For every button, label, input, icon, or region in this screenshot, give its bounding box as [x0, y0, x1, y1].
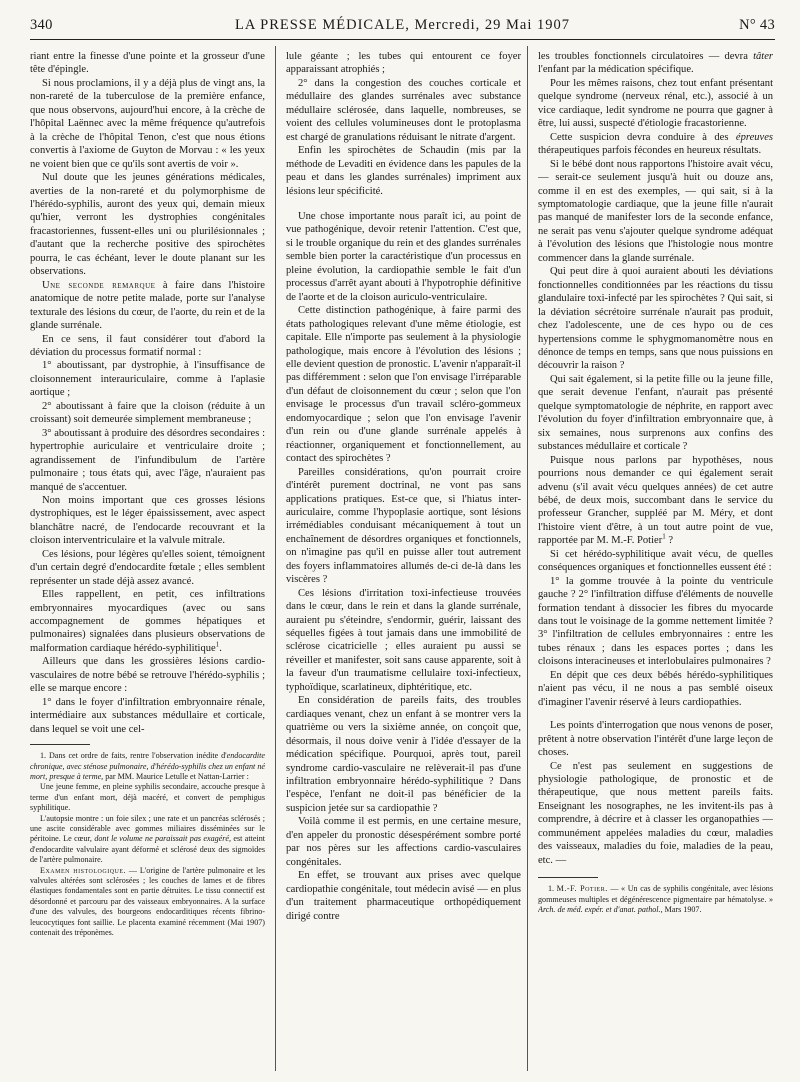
paragraph: Ailleurs que dans les grossières lésions cardio-vasculaires de notre bébé se retrouve l'hérédo-syphilis ; elle se marque encore : [30, 656, 265, 695]
paragraph: Voilà comme il est permis, en une certaine mesure, d'en appeler du pronostic désespérément sombre porté par nos pères sur les affections cardio-vasculaires congénitales. [286, 816, 521, 868]
paragraph: Ces lésions d'irritation toxi-infectieuse trouvées dans le cœur, dans le rein et dans la glande surrénale, auraient pu s'éteindre, s'endormir, guérir, laissant des séquelles figées à tout jamais dans une immobilité de sclérose cicatricielle ; elles auraient pu aussi se réveiller et manifester, soit sans cause apparente, soit à la faveur d'un traumatisme cellulaire toxi-infectieux, typhoïdique, scarlatineux, diphtéritique, etc. [286, 587, 521, 693]
paragraph: Pareilles considérations, qu'on pourrait croire d'intérêt purement doctrinal, ne vont pas sans applications pratiques. Est-ce que, si l'hiatus inter-auriculaire, comme l'hypoplasie aortique, sont lésions irrémédiables conduisant mécaniquement à tout un enchaînement de désordres organiques et fonctionnels, on n'imagine pas qu'il en puisse aller tout autrement des foyers inflammatoires allumés de-ci de-là dans les viscères ? [286, 466, 521, 586]
paragraph: Qui peut dire à quoi auraient abouti les déviations fonctionnelles conditionnées par les réactions du tissu glandulaire toxi-infecté par les spirochètes ? Qui sait, si la déviation sécrétoire surrénale n'aurait pas produit, chez l'adolescente, une de ces hypo ou de ces hypertensions comme le sphygmomanomètre nous en dénonce de temps en temps, sans que nous puissions en découvrir la raison ? [538, 266, 773, 372]
paragraph: Enfin les spirochètes de Schaudin (mis par la méthode de Levaditi en évidence dans les papules de la peau et dans les glandes surrénales) impriment aux lésions leur spécificité. [286, 145, 521, 197]
paragraph: Une chose importante nous paraît ici, au point de vue pathogénique, devoir retenir l'attention. C'est que, si le trouble organique du rein et des glandes surrénales semble bien porter la caractéristique d'un processus en pleine évolution, la cardiopathie semble le fait d'un processus d'arrêt ayant abouti à l'hypotrophie définitive de l'aorte et de la cloison auriculo-ventriculaire. [286, 210, 521, 303]
lead-in: Une seconde remarque [42, 279, 156, 291]
footnotes [538, 884, 773, 915]
footnote: Examen histologique. — L'origine de l'artère pulmonaire et les valvules altérées sont sclérosées ; les couches de lames et de fibres élastiques fondamentales sont en partie détruites. Le tissu connectif est désordonné et parcouru par des vaisseaux embryonnaires. A la surface d'une des valvules, des bourgeons endocarditiques récents fibrino-leucocytiques font saillie. Le placenta examiné récemment (Mai 1907) contenait des tréponèmes. [30, 865, 265, 938]
paragraph: Qui sait également, si la petite fille ou la jeune fille, que serait devenue l'enfant, n'aurait pas présenté quelque symptomatologie de néphrite, en rapport avec l'évolution du foyer d'infiltration embryonnaire que, à six semaines, nous surprenons aux confins des substances médullaire et corticale ? [538, 373, 773, 453]
paragraph: Une seconde remarque à faire dans l'histoire anatomique de notre petite malade, porte sur l'analyse texturale des lésions du cœur, de l'aorte, du rein et de la glande surrénale. [30, 279, 265, 332]
footnote-rule [538, 877, 598, 878]
paragraph: Cette distinction pathogénique, à faire parmi des états pathologiques relevant d'une même étiologie, est capitale. Elle n'importe pas seulement à la physiologie pathologique, mais encore à l'évolution des lésions ; elle devient question de pronostic. L'avenir n'apparaît-il pas différemment : selon que l'on envisage l'irréparable d'un défaut de cloisonnement du cœur ; selon que l'on envisage le processus d'un travail scléro-gommeux endomyocardique ; selon que l'on envisage l'avenir d'un rein ou d'une glande surrénale appelés à réactionner, organiquement et fonctionnellement, au contact des spirochètes ? [286, 305, 521, 465]
paragraph: En considération de pareils faits, des troubles cardiaques venant, chez un enfant à se montrer vers la quatrième ou vers la sixième année, on conçoit que, désormais, il nous doive venir à l'idée d'essayer de la médication spécifique. Pourquoi, après tout, pareil syndrome cardio-vasculaire ne relèverait-il pas d'une infiltration embryonnaire hérédo-syphilitique ? Dans l'espèce, l'enfant ne doit-il pas bénéficier de la suspicion jetée sur sa cardiopathie ? [286, 695, 521, 814]
footnote: L'autopsie montre : un foie silex ; une rate et un pancréas sclérosés ; une ascite considérable avec gommes miliaires disséminées sur le péritoine. Le cœur, dont le volume ne paraissait pas exagéré, est atteint d'endocardite valvulaire ayant déformé et sclérosé deux des sigmoïdes de l'artère pulmonaire. [30, 813, 265, 865]
paragraph: Si nous proclamions, il y a déjà plus de vingt ans, la non-rareté de la tuberculose de la première enfance, que nous observons, aujourd'hui encore, à la crèche de l'hôpital Laënnec avec la même fréquence qu'autrefois à la crèche de l'hôpital Tenon, c'est que nous étions convertis à l'axiome de Guyton de Morvau : « les yeux ne voient bien que ce qu'ils sont avertis de voir ». [30, 77, 265, 170]
paragraph: En effet, se trouvant aux prises avec quelque cardiopathie congénitale, tout médecin avisé — en plus d'un traitement pharmaceutique orthopédiquement dirigé contre [286, 870, 521, 922]
column-divider-1 [275, 46, 276, 1071]
page-number: 340 [30, 17, 53, 33]
paragraph: 2° aboutissant à faire que la cloison (réduite à un croissant) soit demeurée simplement membraneuse ; [30, 400, 265, 426]
paragraph: En dépit que ces deux bébés hérédo-syphilitiques n'aient pas vécu, il ne nous a pas semblé oiseux d'imaginer l'avenir réservé à leurs cardiopathies. [538, 669, 773, 708]
paragraph: Nul doute que les jeunes générations médicales, averties de la non-rareté et du polymorphisme de l'hérédo-syphilis, auront des yeux qui, demain mieux qu'hier, verront les dystrophies congénitales fracastoriennes, fussent-elles uni ou plurilésionnales ; d'autant que la recherche positive des spirochètes pourra, le cas échéant, lever le doute planant sur les observations. [30, 172, 265, 278]
column-2 [286, 50, 521, 1078]
footnotes [30, 751, 265, 938]
paragraph: Non moins important que ces grosses lésions dystrophiques, est le léger épaississement, avec aspect blanchâtre nacré, de l'endocarde recouvrant et la cloison interventriculaire et la valvule mitrale. [30, 494, 265, 547]
paragraph: Elles rappellent, en petit, ces infiltrations embryonnaires myocardiques (avec ou sans accompagnement de gommes hépatiques et pulmonaires) signalées dans plusieurs observations de malformation cardiaque hérédo-syphilitique$^1$. [30, 589, 265, 654]
footnote-ref: 1 [215, 640, 220, 649]
issue-number: N° 43 [739, 17, 775, 33]
footnote-rule [30, 744, 90, 745]
footnote: Une jeune femme, en pleine syphilis secondaire, accouche presque à terme d'un enfant mort, déjà macéré, et convert de pemphigus syphilitique. [30, 782, 265, 813]
paragraph: Si le bébé dont nous rapportons l'histoire avait vécu, — serait-ce seulement jusqu'à huit ou douze ans, comme il en est des exemples, — qui sait, si à la symptomatologie cardiaque, que la jeune fille n'aurait pas manqué de manifester lors de la seconde enfance, ne serait pas venu s'ajouter quelque syndrome adéquat à l'évolution des lésions que l'histologie nous montre commencer dans la glande surrénale. [538, 158, 773, 264]
column-divider-2 [527, 46, 528, 1071]
paragraph: 1° la gomme trouvée à la pointe du ventricule gauche ? 2° l'infiltration diffuse d'éléments de nouvelle formation tendant à dissocier les fibres du myocarde dans tout le voisinage de la gomme nettement limitée ? 3° l'infiltration de cellules embryonnaires : entre les tubes rénaux ; dans les espaces portes ; dans les cloisons interacineuses et interlobulaires pulmonaires ? [538, 575, 773, 668]
column-1 [30, 50, 265, 1078]
paragraph: Si cet hérédo-syphilitique avait vécu, de quelles conséquences organiques et fonctionnelles eussent été : [538, 548, 773, 574]
footnote: 1. M.-F. Potier. — « Un cas de syphilis congénitale, avec lésions gommeuses multiples et dégénérescence pigmentaire par hématolyse. » Arch. de méd. expér. et d'anat. pathol., Mars 1907. [538, 884, 773, 914]
journal-title: LA PRESSE MÉDICALE, Mercredi, 29 Mai 1907 [234, 17, 570, 33]
paragraph: 3° aboutissant à produire des désordres secondaires : hypertrophie auriculaire et ventriculaire droite ; agrandissement de l'infundibulum de l'artère pulmonaire ; tous états qui, avec l'âge, n'auraient pas manqué de s'accentuer. [30, 427, 265, 493]
paragraph: Pour les mêmes raisons, chez tout enfant présentant quelque syndrome (nerveux rénal, etc.), associé à un vice cardiaque, ledit syndrome ne pourra que gagner à être, lui aussi, suspecté d'étiologie fracastorienne. [538, 77, 773, 130]
column-3 [538, 50, 773, 1078]
paragraph: En ce sens, il faut considérer tout d'abord la déviation du processus formatif normal : [30, 333, 265, 358]
paragraph: riant entre la finesse d'une pointe et la grosseur d'une tête d'épingle. [30, 51, 265, 76]
header-rule [30, 39, 775, 40]
paragraph: Ces lésions, pour légères qu'elles soient, témoignent d'un certain degré d'endocardite fœtale ; elles semblent représenter un stade déjà assez avancé. [30, 548, 265, 587]
paragraph: Cette suspicion devra conduire à des épreuves thérapeutiques parfois fécondes en heureux résultats. [538, 131, 773, 157]
paragraph: Les points d'interrogation que nous venons de poser, prêtent à notre observation l'intérêt d'une large leçon de choses. [538, 720, 773, 759]
paragraph: 1° dans le foyer d'infiltration embryonnaire rénale, intermédiaire aux substances médullaire et corticale, dans lequel se voit une cel- [30, 696, 265, 735]
paragraph: 2° dans la congestion des couches corticale et médullaire des glandes surrénales avec substance médullaire sclérosée, dans laquelle, nombreuses, se voient des cellules volumineuses dont le protoplasma est chargé de granulations réduisant le nitrate d'argent. [286, 77, 521, 143]
paragraph: Puisque nous parlons par hypothèses, nous pourrions nous demander ce qui également serait advenu (s'il avait vécu quelques années) de cet autre bébé, de deux mois, succombant dans le service du professeur Grancher, suppléé par M. Méry, et dont l'histoire vient d'être, à un tout autre point de vue, rapportée par M. M.-F. Potier$^1$ ? [538, 454, 773, 547]
paragraph: 1° aboutissant, par dystrophie, à l'insuffisance de cloisonnement interauriculaire, comme à l'aplasie aortique ; [30, 360, 265, 399]
running-header [30, 17, 775, 39]
paragraph: lule géante ; les tubes qui entourent ce foyer apparaissant atrophiés ; [286, 51, 521, 76]
paragraph: les troubles fonctionnels circulatoires — devra tâter l'enfant par la médication spécifique. [538, 51, 773, 76]
footnote-ref: 1 [662, 532, 666, 541]
paragraph: Ce n'est pas seulement en suggestions de physiologie pathologique, de pronostic et de thérapeutique, que nous mettent pareils faits. Enseignant les nosographes, ne les invitent-ils pas à comprendre, à décrire et à classer les organopathies — communément appelées maladies du cœur, maladies des vaisseaux, maladies du foie, maladies de la peau, etc. — [538, 760, 773, 866]
footnote: 1. Dans cet ordre de faits, rentre l'observation inédite d'endocardite chronique, avec sténose pulmonaire, d'hérédo-syphilis chez un enfant né mort, presque à terme, par MM. Maurice Letulle et Nattan-Larrier : [30, 751, 265, 781]
